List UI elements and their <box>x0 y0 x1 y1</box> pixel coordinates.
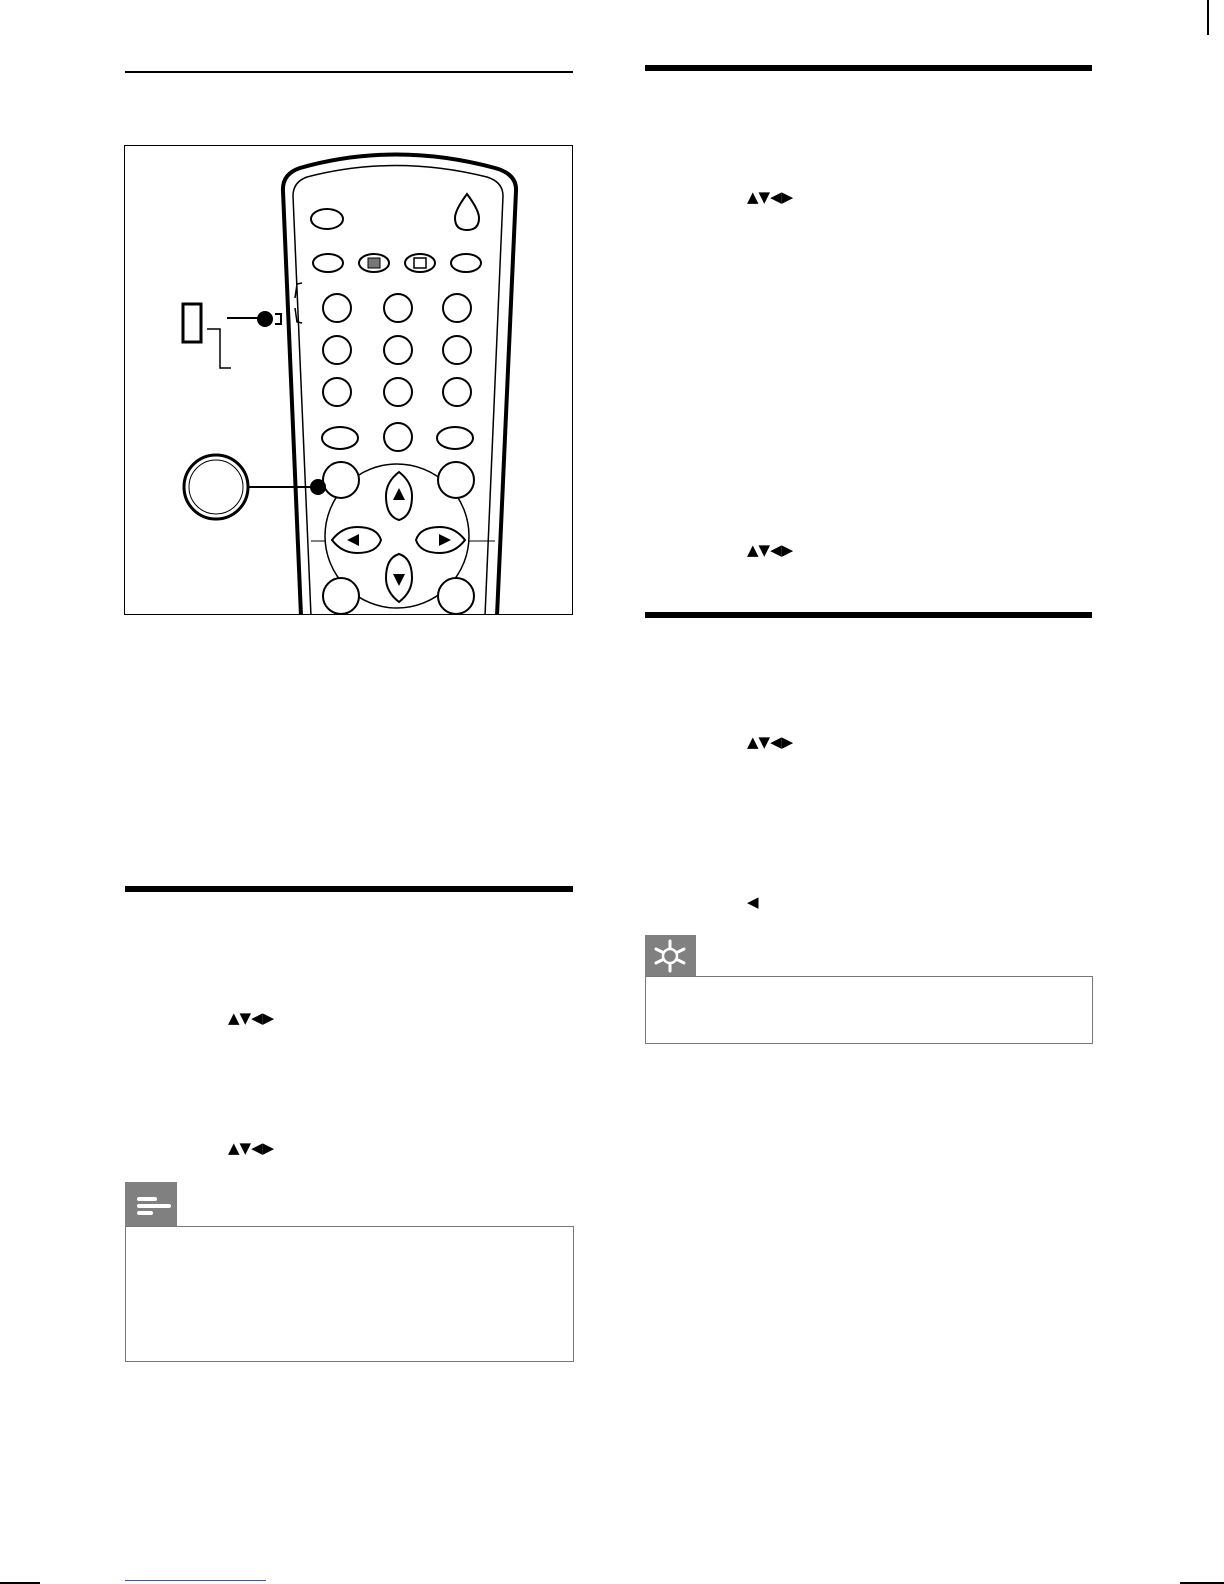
right-nav-arrow-left: ◀ <box>747 893 759 911</box>
tip-tab <box>645 935 696 977</box>
remote-control-illustration <box>125 146 573 615</box>
right-nav-arrows-3: ▲▼◀▶ <box>747 733 794 751</box>
note-tab <box>125 1182 177 1228</box>
tip-box <box>645 976 1093 1044</box>
left-section-rule <box>125 886 573 892</box>
right-section-rule <box>645 612 1092 618</box>
right-nav-arrows-2: ▲▼◀▶ <box>747 541 794 559</box>
crop-mark-top <box>1207 0 1209 35</box>
right-nav-arrows-1: ▲▼◀▶ <box>747 188 794 206</box>
left-top-rule <box>125 71 573 73</box>
left-nav-arrows-1: ▲▼◀▶ <box>228 1009 275 1027</box>
footer-link-line <box>125 1580 266 1581</box>
left-nav-arrows-2: ▲▼◀▶ <box>228 1139 275 1157</box>
right-top-rule <box>645 65 1092 71</box>
note-box <box>125 1226 574 1362</box>
note-icon <box>125 1182 177 1228</box>
remote-control-figure <box>124 145 573 615</box>
tip-icon <box>645 935 696 977</box>
